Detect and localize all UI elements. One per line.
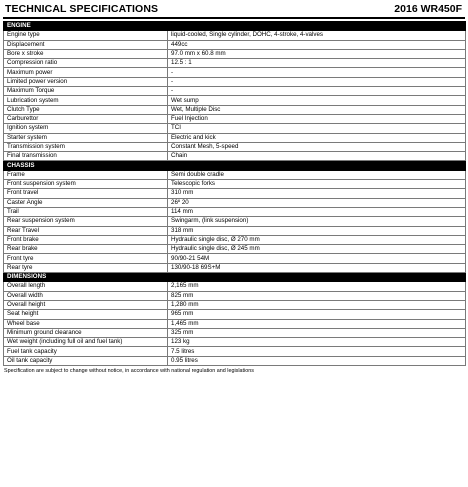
spec-value: Wet, Multiple Disc bbox=[168, 105, 466, 114]
spec-value: 1,465 mm bbox=[168, 319, 466, 328]
spec-value: 12.5 : 1 bbox=[168, 59, 466, 68]
table-row bbox=[4, 77, 466, 86]
spec-value: - bbox=[168, 87, 466, 96]
spec-value: 2,165 mm bbox=[168, 282, 466, 291]
section-header-chassis bbox=[4, 161, 466, 170]
spec-value: Hydraulic single disc, Ø 245 mm bbox=[168, 245, 466, 254]
spec-label: Maximum Torque bbox=[4, 87, 168, 96]
table-row bbox=[4, 49, 466, 58]
spec-value: TCI bbox=[168, 124, 466, 133]
spec-label: Rear suspension system bbox=[4, 217, 168, 226]
table-row bbox=[4, 114, 466, 123]
spec-label: Compression ratio bbox=[4, 59, 168, 68]
table-row bbox=[4, 124, 466, 133]
spec-value: Constant Mesh, 5-speed bbox=[168, 142, 466, 151]
table-row bbox=[4, 198, 466, 207]
spec-value: 449cc bbox=[168, 40, 466, 49]
table-row bbox=[4, 291, 466, 300]
table-row bbox=[4, 152, 466, 161]
spec-value: 965 mm bbox=[168, 310, 466, 319]
table-row bbox=[4, 263, 466, 272]
table-row bbox=[4, 282, 466, 291]
table-row bbox=[4, 254, 466, 263]
spec-value: 325 mm bbox=[168, 328, 466, 337]
spec-value: 318 mm bbox=[168, 226, 466, 235]
spec-value: Semi double cradle bbox=[168, 170, 466, 179]
spec-label: Engine type bbox=[4, 31, 168, 40]
table-row bbox=[4, 217, 466, 226]
spec-value: 7.5 litres bbox=[168, 347, 466, 356]
spec-label: Bore x stroke bbox=[4, 49, 168, 58]
table-row bbox=[4, 87, 466, 96]
table-row bbox=[4, 142, 466, 151]
table-row bbox=[4, 133, 466, 142]
table-row bbox=[4, 356, 466, 365]
table-row bbox=[4, 226, 466, 235]
spec-value: 97.0 mm x 60.8 mm bbox=[168, 49, 466, 58]
spec-value: Electric and kick bbox=[168, 133, 466, 142]
spec-label: Minimum ground clearance bbox=[4, 328, 168, 337]
spec-label: Carburettor bbox=[4, 114, 168, 123]
spec-value: Fuel Injection bbox=[168, 114, 466, 123]
table-row bbox=[4, 310, 466, 319]
table-row bbox=[4, 347, 466, 356]
spec-label: Transmission system bbox=[4, 142, 168, 151]
spec-value: 130/90-18 69S+M bbox=[168, 263, 466, 272]
table-row bbox=[4, 31, 466, 40]
spec-value: liquid-cooled, Single cylinder, DOHC, 4-stroke, 4-valves bbox=[168, 31, 466, 40]
table-row bbox=[4, 68, 466, 77]
section-title: ENGINE bbox=[4, 22, 466, 31]
spec-label: Ignition system bbox=[4, 124, 168, 133]
spec-label: Wheel base bbox=[4, 319, 168, 328]
spec-label: Overall length bbox=[4, 282, 168, 291]
spec-label: Clutch Type bbox=[4, 105, 168, 114]
table-row bbox=[4, 319, 466, 328]
spec-label: Rear brake bbox=[4, 245, 168, 254]
table-row bbox=[4, 245, 466, 254]
spec-label: Limited power version bbox=[4, 77, 168, 86]
spec-label: Caster Angle bbox=[4, 198, 168, 207]
spec-label: Trail bbox=[4, 207, 168, 216]
section-title: DIMENSIONS bbox=[4, 273, 466, 282]
spec-value: Chain bbox=[168, 152, 466, 161]
table-row bbox=[4, 170, 466, 179]
spec-label: Fuel tank capacity bbox=[4, 347, 168, 356]
spec-label: Front travel bbox=[4, 189, 168, 198]
spec-value: 114 mm bbox=[168, 207, 466, 216]
section-header-dimensions bbox=[4, 273, 466, 282]
spec-value: 26º 20 bbox=[168, 198, 466, 207]
spec-label: Starter system bbox=[4, 133, 168, 142]
table-row bbox=[4, 40, 466, 49]
spec-value: 0.95 litres bbox=[168, 356, 466, 365]
spec-value: Telescopic forks bbox=[168, 180, 466, 189]
model-name: 2016 WR450F bbox=[394, 3, 462, 15]
spec-label: Front brake bbox=[4, 235, 168, 244]
spec-label: Rear tyre bbox=[4, 263, 168, 272]
spec-label: Front suspension system bbox=[4, 180, 168, 189]
table-row bbox=[4, 189, 466, 198]
spec-value: Swingarm, (link suspension) bbox=[168, 217, 466, 226]
spec-table bbox=[3, 21, 466, 366]
spec-label: Oil tank capacity bbox=[4, 356, 168, 365]
spec-value: 825 mm bbox=[168, 291, 466, 300]
spec-label: Maximum power bbox=[4, 68, 168, 77]
spec-label: Seat height bbox=[4, 310, 168, 319]
spec-label: Lubrication system bbox=[4, 96, 168, 105]
spec-value: - bbox=[168, 77, 466, 86]
spec-label: Overall height bbox=[4, 300, 168, 309]
table-row bbox=[4, 235, 466, 244]
table-row bbox=[4, 180, 466, 189]
spec-label: Final transmission bbox=[4, 152, 168, 161]
table-row bbox=[4, 105, 466, 114]
spec-label: Wet weight (including full oil and fuel tank) bbox=[4, 338, 168, 347]
spec-value: Wet sump bbox=[168, 96, 466, 105]
table-row bbox=[4, 338, 466, 347]
spec-value: - bbox=[168, 68, 466, 77]
spec-value: 310 mm bbox=[168, 189, 466, 198]
section-header-engine bbox=[4, 22, 466, 31]
table-row bbox=[4, 207, 466, 216]
spec-sheet bbox=[3, 0, 465, 375]
spec-value: Hydraulic single disc, Ø 270 mm bbox=[168, 235, 466, 244]
spec-label: Front tyre bbox=[4, 254, 168, 263]
spec-label: Frame bbox=[4, 170, 168, 179]
page-title: TECHNICAL SPECIFICATIONS bbox=[5, 3, 159, 15]
disclaimer: Specification are subject to change without notice, in accordance with national regulation and legislations bbox=[4, 367, 254, 374]
table-row bbox=[4, 300, 466, 309]
table-row bbox=[4, 96, 466, 105]
spec-table-body bbox=[4, 22, 466, 366]
spec-label: Rear Travel bbox=[4, 226, 168, 235]
spec-value: 123 kg bbox=[168, 338, 466, 347]
spec-value: 1,280 mm bbox=[168, 300, 466, 309]
spec-label: Displacement bbox=[4, 40, 168, 49]
spec-header bbox=[3, 0, 465, 19]
table-row bbox=[4, 59, 466, 68]
table-row bbox=[4, 328, 466, 337]
section-title: CHASSIS bbox=[4, 161, 466, 170]
spec-label: Overall width bbox=[4, 291, 168, 300]
spec-value: 90/90-21 54M bbox=[168, 254, 466, 263]
